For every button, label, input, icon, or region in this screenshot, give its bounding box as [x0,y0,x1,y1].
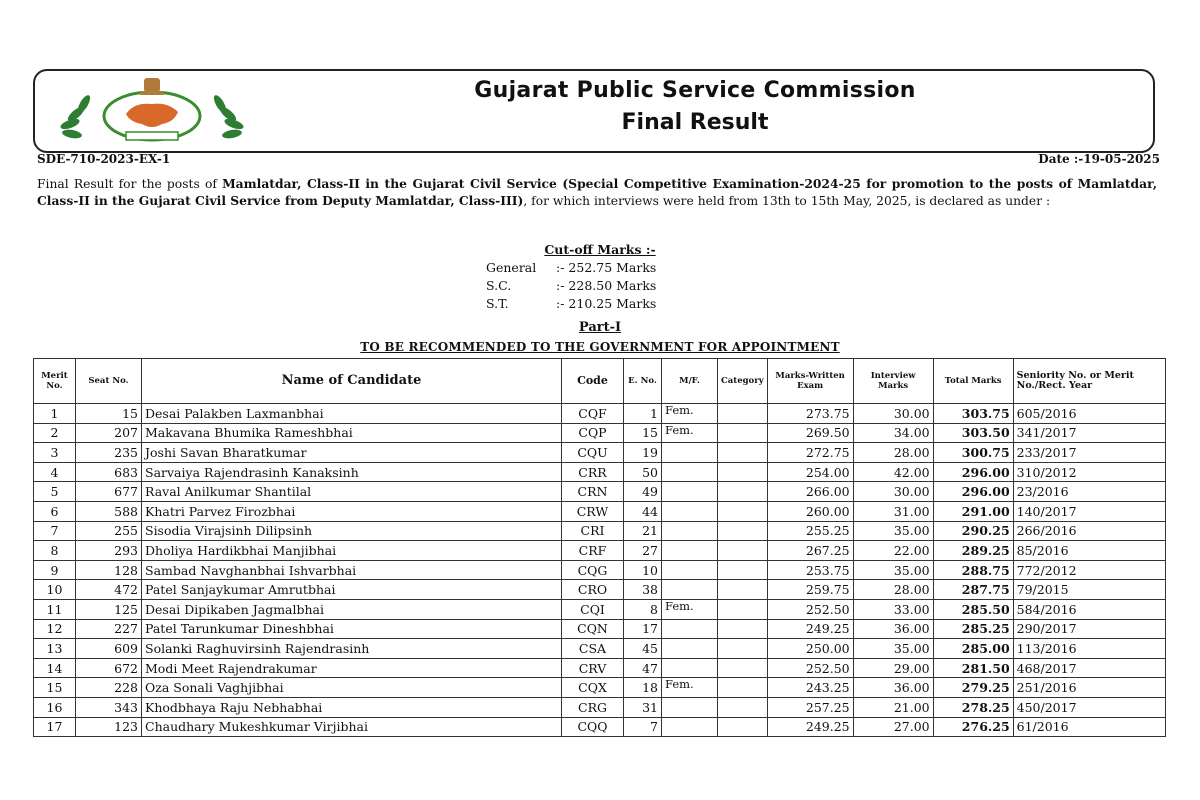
cell-category [718,541,768,561]
cell-mf: Fem. [662,404,718,424]
cell-total: 303.50 [933,423,1013,443]
cell-seat: 235 [76,443,142,463]
cell-seniority: 772/2012 [1013,560,1165,580]
cell-code: CQN [562,619,624,639]
cell-written: 269.50 [767,423,853,443]
cell-written: 273.75 [767,404,853,424]
cell-mf [662,560,718,580]
cell-total: 285.25 [933,619,1013,639]
cell-merit: 7 [34,521,76,541]
cell-eno: 1 [624,404,662,424]
cell-written: 272.75 [767,443,853,463]
cell-written: 252.50 [767,599,853,619]
cell-name: Oza Sonali Vaghjibhai [142,678,562,698]
cell-written: 243.25 [767,678,853,698]
cell-merit: 5 [34,482,76,502]
cell-merit: 8 [34,541,76,561]
cell-merit: 1 [34,404,76,424]
cell-eno: 18 [624,678,662,698]
cell-seniority: 79/2015 [1013,580,1165,600]
cutoff-category: S.T. [486,296,509,311]
cell-category [718,580,768,600]
cell-code: CQX [562,678,624,698]
cell-seat: 609 [76,639,142,659]
cell-total: 296.00 [933,482,1013,502]
cell-seat: 128 [76,560,142,580]
cell-interview: 34.00 [853,423,933,443]
cell-written: 259.75 [767,580,853,600]
document-title: Final Result [621,110,769,135]
cell-mf [662,482,718,502]
cell-category [718,658,768,678]
cell-written: 260.00 [767,501,853,521]
cell-merit: 4 [34,462,76,482]
cell-total: 291.00 [933,501,1013,521]
cell-category [718,717,768,737]
result-date: Date :-19-05-2025 [1038,152,1160,166]
cell-merit: 14 [34,658,76,678]
cell-eno: 50 [624,462,662,482]
cell-code: CSA [562,639,624,659]
cell-written: 254.00 [767,462,853,482]
cell-merit: 3 [34,443,76,463]
cell-interview: 35.00 [853,521,933,541]
cell-category [718,462,768,482]
cell-eno: 17 [624,619,662,639]
cell-seat: 125 [76,599,142,619]
cell-name: Desai Dipikaben Jagmalbhai [142,599,562,619]
part-heading: Part-I [578,320,622,335]
cell-seat: 228 [76,678,142,698]
cell-eno: 45 [624,639,662,659]
cell-total: 303.75 [933,404,1013,424]
cell-name: Sambad Navghanbhai Ishvarbhai [142,560,562,580]
cell-eno: 19 [624,443,662,463]
cell-category [718,599,768,619]
cell-name: Dholiya Hardikbhai Manjibhai [142,541,562,561]
cell-written: 250.00 [767,639,853,659]
cell-interview: 27.00 [853,717,933,737]
cell-merit: 10 [34,580,76,600]
header-total: Total Marks [933,359,1013,404]
cell-code: CQI [562,599,624,619]
cell-name: Raval Anilkumar Shantilal [142,482,562,502]
cell-total: 285.50 [933,599,1013,619]
table-row [34,404,1166,424]
cell-seniority: 450/2017 [1013,697,1165,717]
cell-written: 266.00 [767,482,853,502]
cell-written: 252.50 [767,658,853,678]
table-row [34,639,1166,659]
header-interview: Interview Marks [853,359,933,404]
table-row [34,560,1166,580]
cell-name: Patel Sanjaykumar Amrutbhai [142,580,562,600]
cell-total: 300.75 [933,443,1013,463]
cell-written: 267.25 [767,541,853,561]
cell-total: 287.75 [933,580,1013,600]
header-merit: Merit No. [34,359,76,404]
header-seat: Seat No. [76,359,142,404]
cell-name: Modi Meet Rajendrakumar [142,658,562,678]
cell-category [718,404,768,424]
cell-category [718,639,768,659]
cell-total: 278.25 [933,697,1013,717]
header-category: Category [718,359,768,404]
cell-merit: 11 [34,599,76,619]
cell-interview: 35.00 [853,639,933,659]
cell-seat: 207 [76,423,142,443]
cell-code: CQP [562,423,624,443]
cell-seniority: 584/2016 [1013,599,1165,619]
cell-seniority: 310/2012 [1013,462,1165,482]
cell-seniority: 23/2016 [1013,482,1165,502]
table-row [34,501,1166,521]
cutoff-category: General [486,260,537,275]
cell-merit: 15 [34,678,76,698]
cell-seniority: 468/2017 [1013,658,1165,678]
cell-eno: 7 [624,717,662,737]
cell-category [718,443,768,463]
cell-mf [662,639,718,659]
cell-eno: 49 [624,482,662,502]
cell-total: 285.00 [933,639,1013,659]
table-row [34,678,1166,698]
cell-total: 276.25 [933,717,1013,737]
cell-category [718,678,768,698]
cell-eno: 27 [624,541,662,561]
cell-seat: 472 [76,580,142,600]
cell-total: 296.00 [933,462,1013,482]
header-written: Marks-Written Exam [767,359,853,404]
cell-interview: 42.00 [853,462,933,482]
cell-written: 249.25 [767,717,853,737]
cell-written: 249.25 [767,619,853,639]
cell-seniority: 233/2017 [1013,443,1165,463]
cell-code: CRR [562,462,624,482]
cell-eno: 21 [624,521,662,541]
cell-written: 253.75 [767,560,853,580]
cell-seniority: 605/2016 [1013,404,1165,424]
cell-seniority: 251/2016 [1013,678,1165,698]
cell-merit: 17 [34,717,76,737]
cell-code: CQQ [562,717,624,737]
cell-interview: 28.00 [853,443,933,463]
cell-seniority: 140/2017 [1013,501,1165,521]
cell-eno: 31 [624,697,662,717]
cell-eno: 44 [624,501,662,521]
cutoff-heading: Cut-off Marks :- [544,242,656,257]
header-name: Name of Candidate [142,359,562,404]
cell-code: CRO [562,580,624,600]
header-seniority: Seniority No. or Merit No./Rect. Year [1013,359,1165,404]
cell-code: CRI [562,521,624,541]
cutoff-row-general [486,260,656,275]
cell-seniority: 290/2017 [1013,619,1165,639]
recommend-heading: TO BE RECOMMENDED TO THE GOVERNMENT FOR APPOINTMENT [360,340,840,354]
cell-merit: 13 [34,639,76,659]
header-mf: M/F. [662,359,718,404]
cell-seniority: 61/2016 [1013,717,1165,737]
cell-eno: 15 [624,423,662,443]
organization-title: Gujarat Public Service Commission [474,78,916,103]
cell-interview: 36.00 [853,619,933,639]
cell-category [718,697,768,717]
cell-eno: 38 [624,580,662,600]
cell-interview: 21.00 [853,697,933,717]
cell-interview: 31.00 [853,501,933,521]
cell-name: Sarvaiya Rajendrasinh Kanaksinh [142,462,562,482]
cell-interview: 35.00 [853,560,933,580]
cell-merit: 9 [34,560,76,580]
cell-total: 289.25 [933,541,1013,561]
cell-merit: 2 [34,423,76,443]
cell-code: CRV [562,658,624,678]
cell-name: Khatri Parvez Firozbhai [142,501,562,521]
intro-text-start: Final Result for the posts of [37,177,223,191]
cell-category [718,482,768,502]
cell-seat: 672 [76,658,142,678]
cell-seat: 255 [76,521,142,541]
cell-written: 255.25 [767,521,853,541]
table-row [34,619,1166,639]
cutoff-value: :- 210.25 Marks [556,296,657,311]
cell-eno: 10 [624,560,662,580]
cell-code: CRG [562,697,624,717]
cell-mf: Fem. [662,599,718,619]
cell-seniority: 113/2016 [1013,639,1165,659]
cell-name: Khodbhaya Raju Nebhabhai [142,697,562,717]
table-row [34,541,1166,561]
cell-total: 288.75 [933,560,1013,580]
cell-mf [662,697,718,717]
header-eno: E. No. [624,359,662,404]
cell-seat: 683 [76,462,142,482]
cell-code: CRW [562,501,624,521]
cell-interview: 29.00 [853,658,933,678]
cutoff-category: S.C. [486,278,512,293]
table-row [34,462,1166,482]
cell-name: Solanki Raghuvirsinh Rajendrasinh [142,639,562,659]
gpsc-emblem-icon [56,74,246,146]
cell-seniority: 85/2016 [1013,541,1165,561]
table-row [34,423,1166,443]
cutoff-value: :- 252.75 Marks [556,260,657,275]
cell-code: CQU [562,443,624,463]
intro-post-name: Mamlatdar, Class-II in the Gujarat Civil Service (Special Competitive Examination-2024-25 for promotion to the posts of Mamlatdar, Class-II in the Gujarat Civil Service from Deputy Mamlatdar, Class-III) [37,176,1157,208]
cell-merit: 12 [34,619,76,639]
cell-written: 257.25 [767,697,853,717]
cell-mf [662,501,718,521]
header-code: Code [562,359,624,404]
cell-total: 281.50 [933,658,1013,678]
cell-name: Sisodia Virajsinh Dilipsinh [142,521,562,541]
cell-seniority: 341/2017 [1013,423,1165,443]
cell-eno: 47 [624,658,662,678]
intro-paragraph [37,176,1157,209]
cell-name: Joshi Savan Bharatkumar [142,443,562,463]
cell-mf [662,580,718,600]
cell-code: CRN [562,482,624,502]
cell-seat: 15 [76,404,142,424]
cell-category [718,423,768,443]
cell-category [718,501,768,521]
cell-interview: 22.00 [853,541,933,561]
cell-interview: 30.00 [853,404,933,424]
cell-seat: 588 [76,501,142,521]
table-header-row [34,359,1166,404]
cell-merit: 6 [34,501,76,521]
cell-name: Desai Palakben Laxmanbhai [142,404,562,424]
cell-seat: 293 [76,541,142,561]
cell-interview: 36.00 [853,678,933,698]
cell-mf [662,541,718,561]
cell-category [718,521,768,541]
cell-mf [662,443,718,463]
cell-mf [662,619,718,639]
cell-mf: Fem. [662,423,718,443]
cell-name: Patel Tarunkumar Dineshbhai [142,619,562,639]
cell-seat: 123 [76,717,142,737]
cell-mf [662,717,718,737]
cutoff-row-sc [486,278,656,293]
cell-seniority: 266/2016 [1013,521,1165,541]
cell-category [718,560,768,580]
table-row [34,717,1166,737]
table-row [34,521,1166,541]
cell-total: 290.25 [933,521,1013,541]
table-row [34,443,1166,463]
cell-mf [662,462,718,482]
intro-text-end: , for which interviews were held from 13th to 15th May, 2025, is declared as under : [523,193,1051,208]
cell-eno: 8 [624,599,662,619]
cell-code: CQF [562,404,624,424]
cell-mf [662,658,718,678]
table-row [34,697,1166,717]
cell-seat: 343 [76,697,142,717]
table-row [34,658,1166,678]
table-row [34,482,1166,502]
cutoff-row-st [486,296,656,311]
cell-interview: 28.00 [853,580,933,600]
cell-mf [662,521,718,541]
cell-mf: Fem. [662,678,718,698]
reference-number: SDE-710-2023-EX-1 [37,152,171,166]
cutoff-value: :- 228.50 Marks [556,278,657,293]
cell-seat: 677 [76,482,142,502]
cell-category [718,619,768,639]
cell-interview: 30.00 [853,482,933,502]
cell-name: Makavana Bhumika Rameshbhai [142,423,562,443]
cell-code: CQG [562,560,624,580]
table-row [34,599,1166,619]
table-row [34,580,1166,600]
results-table [33,358,1166,737]
cell-code: CRF [562,541,624,561]
cell-interview: 33.00 [853,599,933,619]
cell-name: Chaudhary Mukeshkumar Virjibhai [142,717,562,737]
cell-merit: 16 [34,697,76,717]
cell-seat: 227 [76,619,142,639]
cell-total: 279.25 [933,678,1013,698]
